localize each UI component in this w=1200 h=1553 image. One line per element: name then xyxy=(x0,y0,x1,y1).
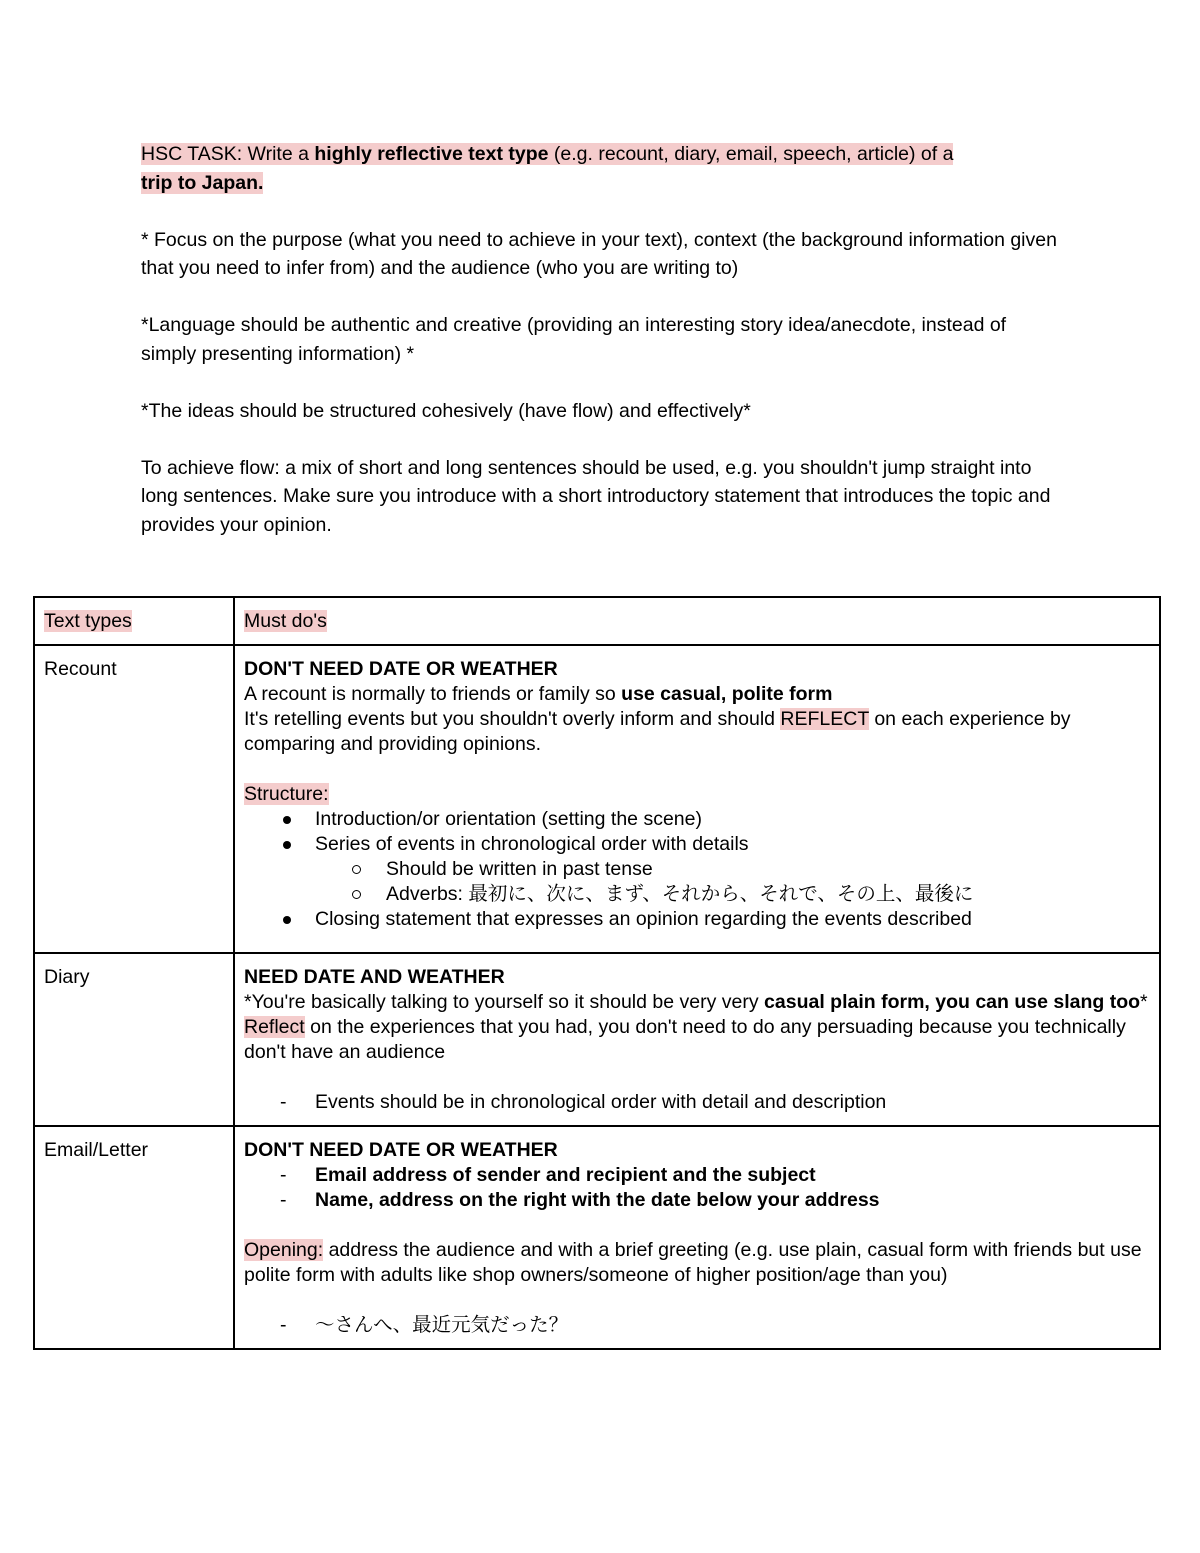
flow-paragraph: To achieve flow: a mix of short and long sentences should be used, e.g. you shouldn't jump straight into long sentences. Make sure you introduce with a short introductory statement that introduces the topic and provides your opinion. xyxy=(141,456,1051,536)
recount-line2 xyxy=(244,707,1150,757)
email-opening xyxy=(244,1238,1150,1288)
email-details xyxy=(234,1126,1160,1349)
diary-list xyxy=(244,1090,1150,1115)
diary-heading-text: NEED DATE AND WEATHER xyxy=(244,966,505,988)
recount-structure-list xyxy=(244,807,1150,857)
task-prefix: HSC TASK: Write a xyxy=(141,143,315,165)
diary-line2-suffix: on the experiences that you had, you don't need to do any persuading because you technically don't have an audience xyxy=(244,1016,1126,1063)
task-bold: highly reflective text type xyxy=(314,143,549,165)
list-item xyxy=(244,832,1150,857)
sub-list-item: Should be written in past tense xyxy=(315,857,1150,882)
recount-line1 xyxy=(244,682,1150,707)
recount-line2-prefix: It's retelling events but you shouldn't overly inform and should xyxy=(244,708,781,730)
diary-heading xyxy=(244,965,1150,990)
diary-line1-suffix: * xyxy=(1140,991,1148,1013)
opening-text: address the audience and with a brief greeting (e.g. use plain, casual form with friends but use polite form with adults like shop owners/someone of higher position/age than you) xyxy=(244,1239,1142,1286)
list-item-text: Name, address on the right with the date below your address xyxy=(315,1189,880,1211)
recount-details xyxy=(234,645,1160,953)
focus-paragraph: * Focus on the purpose (what you need to achieve in your text), context (the background information given that you need to infer from) and the audience (who you are writing to) xyxy=(141,228,1057,279)
ideas-paragraph: *The ideas should be structured cohesively (have flow) and effectively* xyxy=(141,399,751,422)
recount-structure-label xyxy=(244,782,1150,807)
diary-reflect-highlight: Reflect xyxy=(244,1016,305,1038)
language-paragraph: *Language should be authentic and creative (providing an interesting story idea/anecdote, instead of simply presenting information) * xyxy=(141,314,1007,365)
email-heading-text: DON'T NEED DATE OR WEATHER xyxy=(244,1139,558,1161)
opening-label: Opening: xyxy=(244,1239,324,1261)
recount-structure-list-end xyxy=(244,907,1150,932)
structure-label-text: Structure: xyxy=(244,783,329,805)
intro-section xyxy=(141,140,1061,568)
task-suffix: (e.g. recount, diary, email, speech, article) of a xyxy=(548,143,954,165)
table-row-recount xyxy=(34,645,1160,953)
list-item-text: Series of events in chronological order with details xyxy=(315,833,749,855)
email-heading xyxy=(244,1138,1150,1163)
list-item-text: Email address of sender and recipient and the subject xyxy=(315,1164,816,1186)
table-row-email xyxy=(34,1126,1160,1349)
recount-reflect-highlight: REFLECT xyxy=(780,708,869,730)
table-header-row xyxy=(34,597,1160,645)
email-label: Email/Letter xyxy=(34,1126,234,1349)
list-item: Introduction/or orientation (setting the scene) xyxy=(244,807,1150,832)
recount-sublist xyxy=(244,857,1150,907)
table-row-diary xyxy=(34,953,1160,1126)
recount-line1-prefix: A recount is normally to friends or family so xyxy=(244,683,622,705)
header-text-types: Text types xyxy=(44,610,132,632)
email-requirements-list xyxy=(244,1163,1150,1213)
header-must-dos: Must do's xyxy=(244,610,327,632)
list-item: - Events should be in chronological order with detail and description xyxy=(244,1090,1150,1115)
list-item xyxy=(244,1188,1150,1213)
diary-line1 xyxy=(244,990,1150,1015)
text-types-table xyxy=(33,596,1161,1350)
diary-details xyxy=(234,953,1160,1126)
recount-line1-bold: use casual, polite form xyxy=(621,683,833,705)
recount-line2-suffix: on each experience by comparing and providing opinions. xyxy=(244,708,1071,755)
recount-label: Recount xyxy=(34,645,234,953)
list-item: - ～さんへ、最近元気だった？ xyxy=(244,1313,1150,1338)
recount-heading-text: DON'T NEED DATE OR WEATHER xyxy=(244,658,558,680)
sub-list-item: Adverbs: 最初に、次に、まず、それから、それで、その上、最後に xyxy=(315,882,1150,907)
list-item: Closing statement that expresses an opinion regarding the events described xyxy=(244,907,1150,932)
header-cell-must-dos xyxy=(234,597,1160,645)
header-cell-text-types xyxy=(34,597,234,645)
task-bold-2: trip to Japan. xyxy=(141,171,264,194)
list-item xyxy=(244,1163,1150,1188)
diary-line1-prefix: *You're basically talking to yourself so it should be very very xyxy=(244,991,765,1013)
diary-line2 xyxy=(244,1015,1150,1065)
diary-label: Diary xyxy=(34,953,234,1126)
email-example-list xyxy=(244,1313,1150,1338)
diary-line1-bold: casual plain form, you can use slang too xyxy=(764,991,1141,1013)
task-paragraph xyxy=(141,140,1061,197)
recount-heading xyxy=(244,657,1150,682)
